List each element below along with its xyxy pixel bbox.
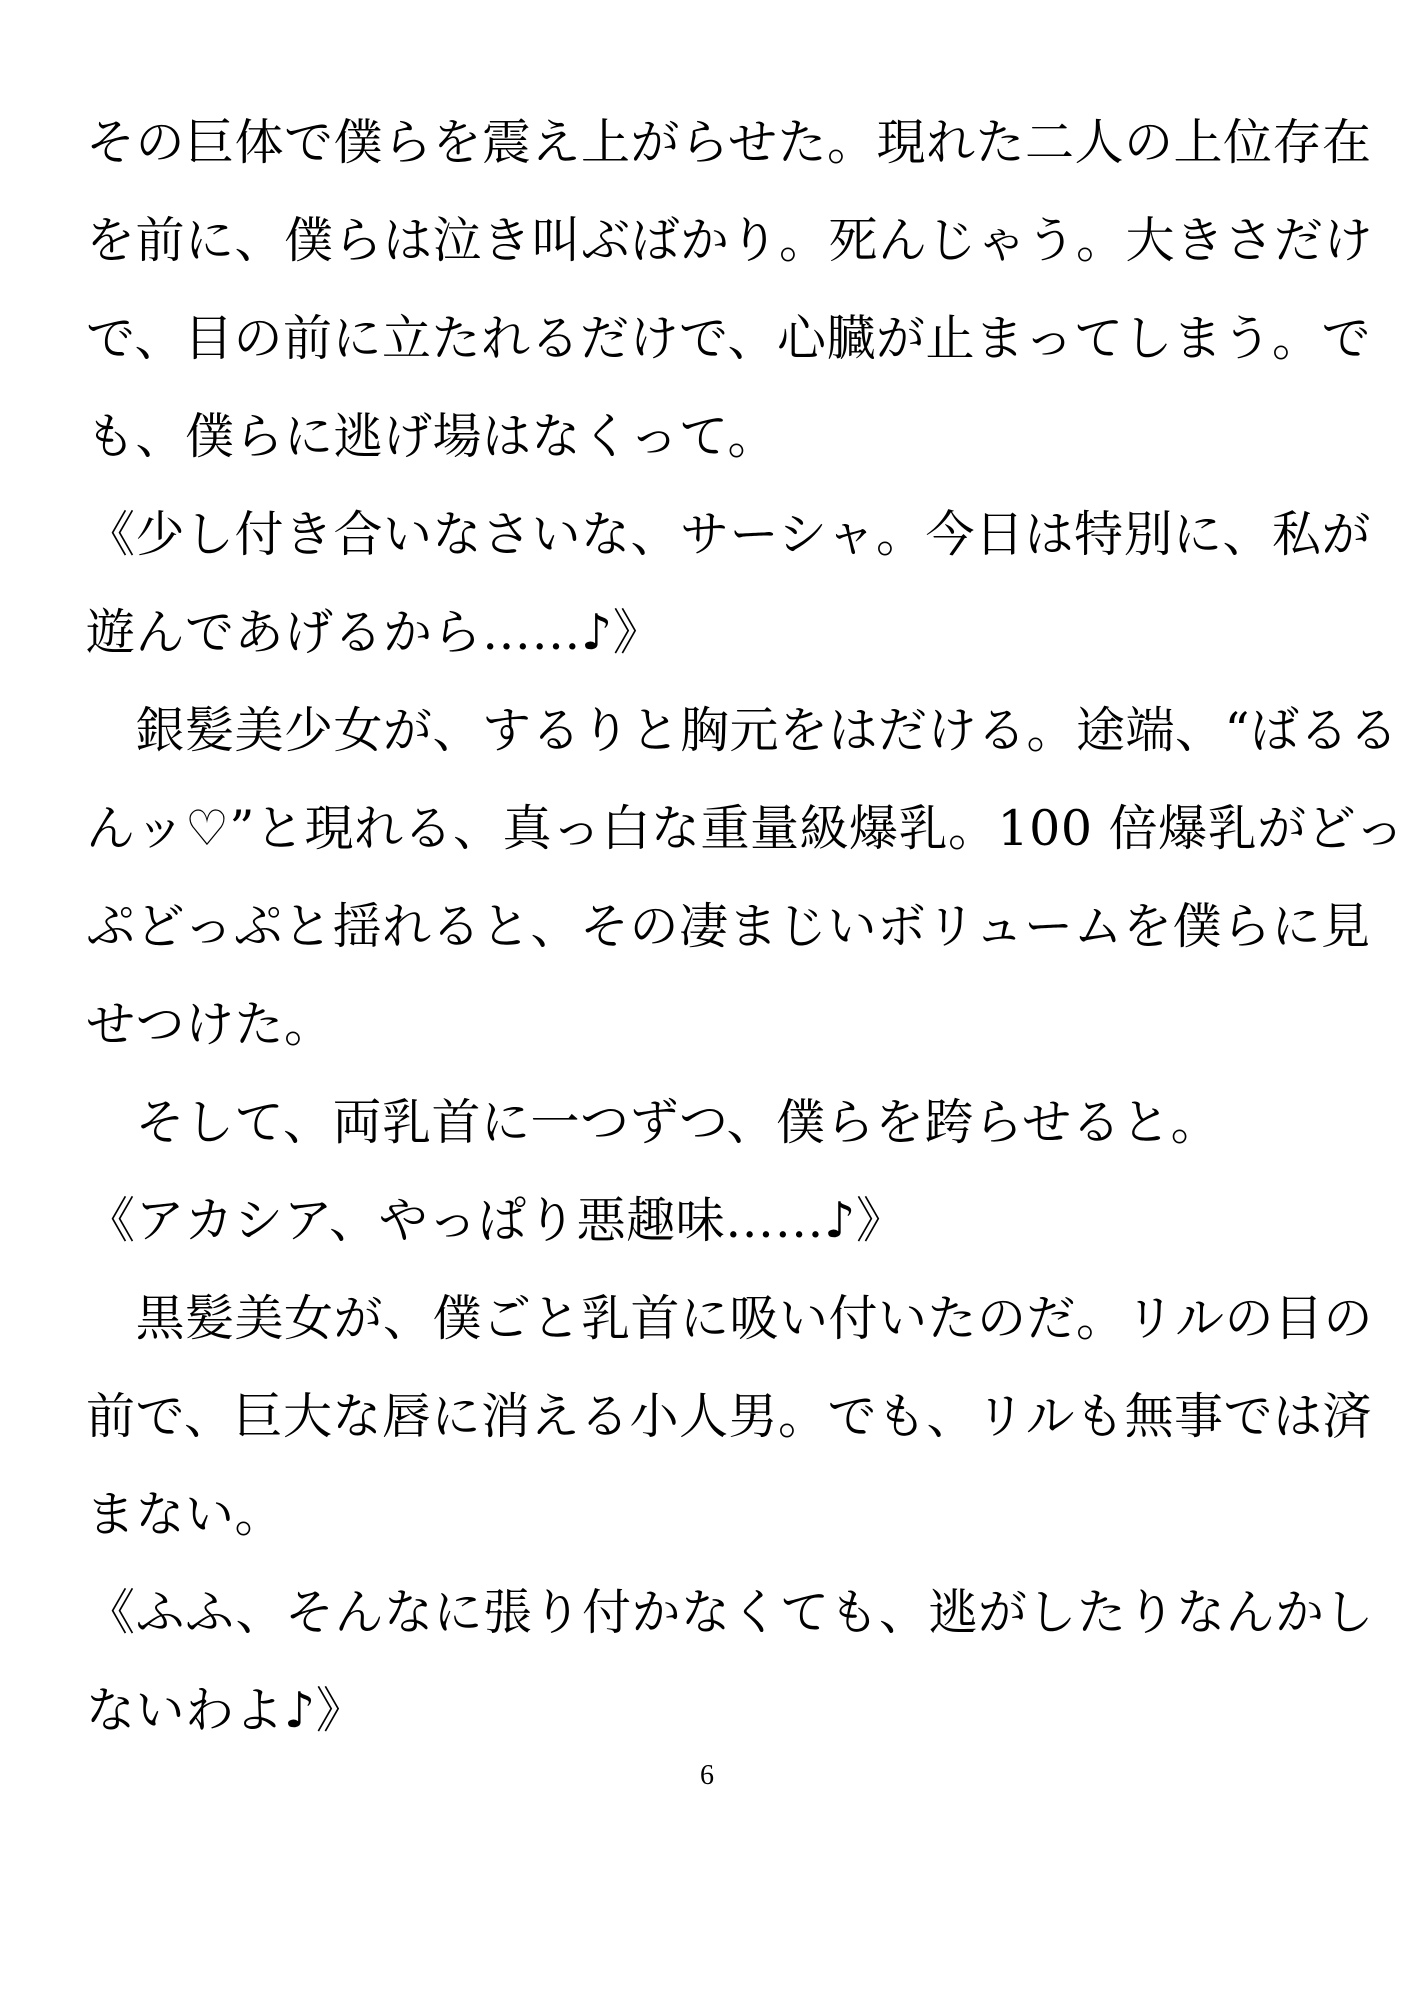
body-text bbox=[86, 94, 1405, 1760]
text-line: も、僕らに逃げ場はなくって。 bbox=[86, 408, 778, 465]
text-line: まない。 bbox=[86, 1486, 285, 1543]
text-line: 《少し付き合いなさいな、サーシャ。今日は特別に、私が bbox=[86, 506, 1372, 563]
text-line: 《ふふ、そんなに張り付かなくても、逃がしたりなんかし bbox=[86, 1584, 1374, 1641]
text-line: 《アカシア、やっぱり悪趣味……♪》 bbox=[86, 1192, 906, 1249]
text-line: せつけた。 bbox=[86, 996, 334, 1053]
text-line: 遊んであげるから……♪》 bbox=[86, 604, 663, 661]
text-line: んッ♡”と現れる、真っ白な重量級爆乳。100 倍爆乳がどっ bbox=[86, 800, 1405, 857]
text-line: 黒髪美女が、僕ごと乳首に吸い付いたのだ。リルの目の bbox=[86, 1290, 1374, 1347]
text-line: 前で、巨大な唇に消える小人男。でも、リルも無事では済 bbox=[86, 1388, 1373, 1445]
page-number: 6 bbox=[700, 1760, 714, 1791]
text-line: 銀髪美少女が、するりと胸元をはだける。途端、“ばるる bbox=[86, 702, 1399, 759]
text-line: ないわよ♪》 bbox=[86, 1682, 366, 1739]
text-line: で、目の前に立たれるだけで、心臓が止まってしまう。で bbox=[86, 310, 1372, 367]
text-line: そして、両乳首に一つずつ、僕らを跨らせると。 bbox=[86, 1094, 1221, 1151]
text-line: その巨体で僕らを震え上がらせた。現れた二人の上位存在 bbox=[86, 114, 1372, 171]
text-line: ぷどっぷと揺れると、その凄まじいボリュームを僕らに見 bbox=[86, 898, 1371, 955]
text-line: を前に、僕らは泣き叫ぶばかり。死んじゃう。大きさだけ bbox=[86, 212, 1374, 269]
